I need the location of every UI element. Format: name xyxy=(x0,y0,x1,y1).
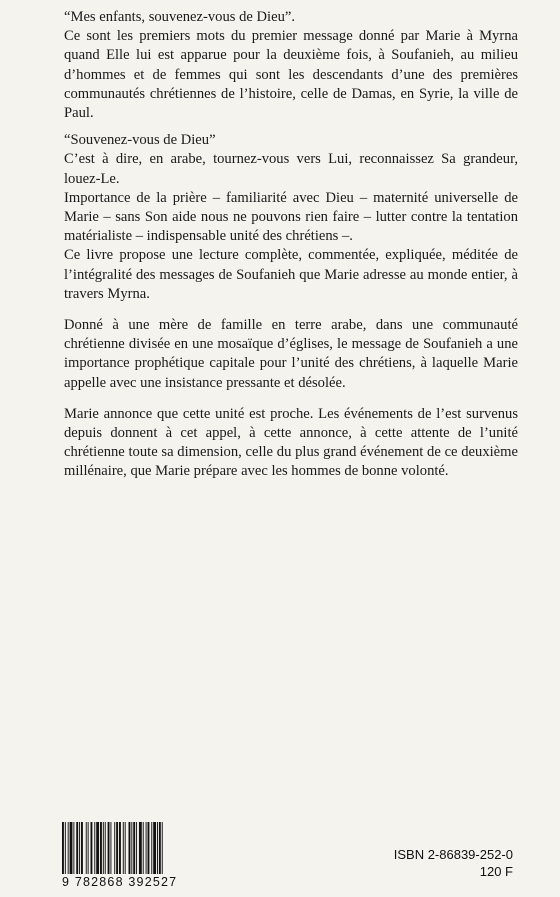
barcode-bar xyxy=(139,822,142,874)
paragraph-themes: Importance de la prière – familiarité avec Dieu – maternité universelle de Marie – sans Son aide nous ne pouvons rien faire – lutter contre la tentation matérialiste – indispensable unité des chrétiens –. xyxy=(64,189,518,245)
barcode-bar xyxy=(159,822,161,874)
barcode-bar xyxy=(81,822,83,874)
paragraph-unity: Donné à une mère de famille en terre arabe, dans une communauté chrétienne divisée en une mosaïque d’églises, le message de Soufanieh a une importance prophétique capitale pour l’unité des chrétiens, à laquelle Marie appelle avec une insistance pressante et désolée. xyxy=(64,317,518,391)
second-quote: “Souvenez-vous de Dieu” xyxy=(64,132,216,149)
barcode-bar xyxy=(70,822,73,874)
barcode-bar xyxy=(157,822,158,874)
barcode-bar xyxy=(129,822,131,874)
barcode-bar xyxy=(108,822,110,874)
paragraph-announcement: Marie annonce que cette unité est proche. Les événements de l’est survenus depuis donnent à cet appel, à cette annonce, à cette attente de l’unité chrétienne toute sa dimension, celle du plus grand événement de ce deuxième millénaire, que Marie prépare avec les hommes de bonne volonté. xyxy=(64,405,518,480)
barcode-bar xyxy=(96,822,99,874)
barcode-bar xyxy=(62,822,64,874)
barcode-bar xyxy=(100,822,102,874)
barcode-bar xyxy=(162,822,163,874)
paragraph-book-purpose: Ce livre propose une lecture complète, commentée, expliquée, méditée de l’intégralité des messages de Soufanieh que Marie adresse au monde entier, à travers Myrna. xyxy=(64,247,518,302)
barcode-bar xyxy=(94,822,95,874)
barcode-bar xyxy=(105,822,106,874)
isbn-block xyxy=(394,846,513,880)
barcode xyxy=(62,822,188,889)
barcode-bar xyxy=(103,822,104,874)
barcode-bar xyxy=(148,822,150,874)
barcode-bar xyxy=(136,822,137,874)
barcode-bar xyxy=(131,822,132,874)
barcode-bar xyxy=(88,822,89,874)
barcode-digits: 9 782868 392527 xyxy=(62,875,178,889)
paragraph-meaning: C’est à dire, en arabe, tournez-vous vers Lui, reconnaissez Sa grandeur, louez-Le. xyxy=(64,151,518,187)
barcode-bar xyxy=(110,822,111,874)
barcode-bar xyxy=(146,822,147,874)
barcode-bar xyxy=(79,822,80,874)
barcode-bar xyxy=(123,822,124,874)
barcode-bar xyxy=(143,822,144,874)
barcode-bar xyxy=(68,822,69,874)
barcode-bars xyxy=(62,822,188,874)
barcode-bar xyxy=(114,822,115,874)
barcode-bar xyxy=(73,822,74,874)
barcode-bar xyxy=(116,822,118,874)
barcode-bar xyxy=(151,822,152,874)
barcode-bar xyxy=(125,822,126,874)
blurb-text xyxy=(64,8,518,482)
barcode-bar xyxy=(153,822,156,874)
price: 120 F xyxy=(479,864,513,879)
barcode-bar xyxy=(91,822,93,874)
barcode-bar xyxy=(86,822,87,874)
barcode-bar xyxy=(76,822,78,874)
barcode-bar xyxy=(119,822,121,874)
isbn-number: ISBN 2-86839-252-0 xyxy=(393,847,513,862)
opening-quote: “Mes enfants, souvenez-vous de Dieu”. xyxy=(64,9,295,25)
paragraph-first-message: Ce sont les premiers mots du premier message donné par Marie à Myrna quand Elle lui est apparue pour la deuxième fois, à Soufanieh, au milieu d’hommes et de femmes qui sont les descendants d’une des premières communautés chrétiennes de l’histoire, celle de Damas, en Syrie, la ville de Paul. xyxy=(64,28,518,122)
barcode-bar xyxy=(133,822,135,874)
barcode-bar xyxy=(65,822,66,874)
